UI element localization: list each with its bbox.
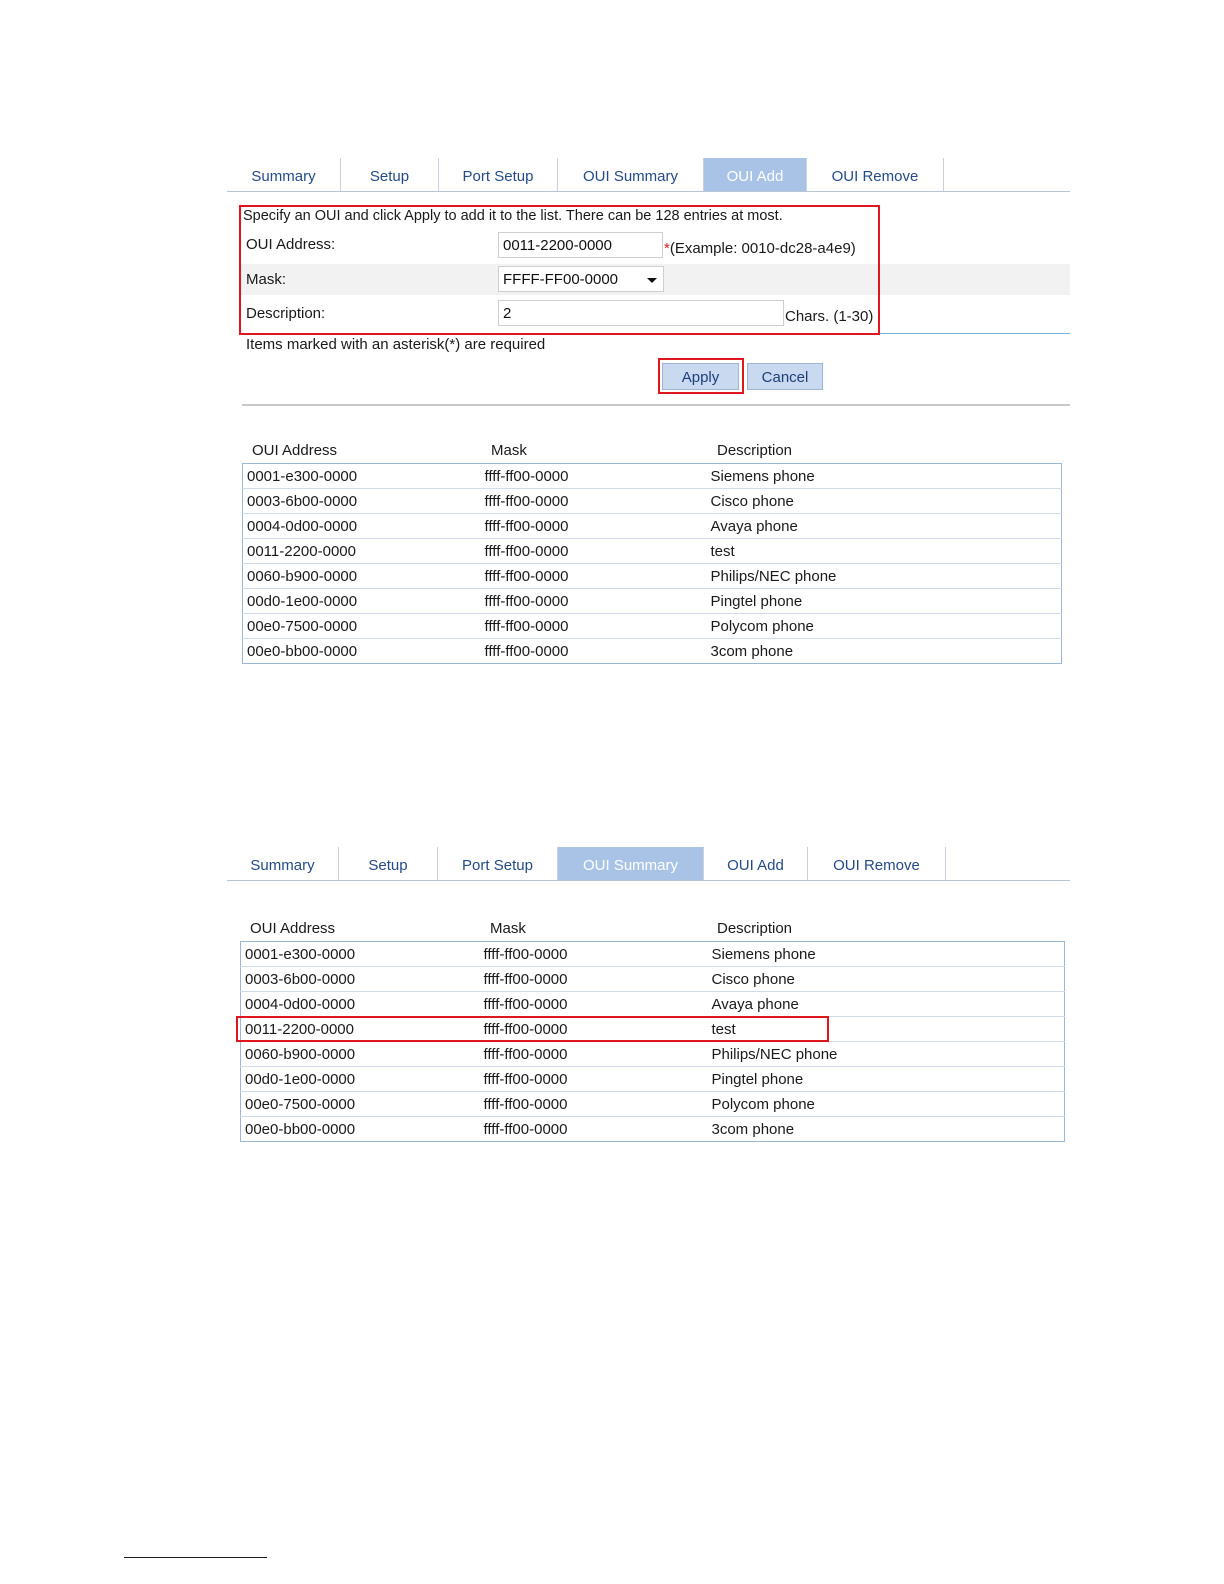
required-note: Items marked with an asterisk(*) are required bbox=[246, 336, 546, 353]
oui-address-label: OUI Address: bbox=[246, 236, 336, 253]
description-input[interactable] bbox=[498, 300, 784, 326]
chevron-down-icon bbox=[647, 278, 657, 283]
oui-summary-table bbox=[240, 941, 1065, 1142]
table-row: 00e0-7500-0000 ffff-ff00-0000 Polycom phone bbox=[243, 614, 1062, 639]
table-row: 0060-b900-0000 ffff-ff00-0000 Philips/NEC phone bbox=[241, 1042, 1065, 1067]
table-row: 0001-e300-0000 ffff-ff00-0000 Siemens phone bbox=[243, 464, 1062, 489]
column-header-description: Description bbox=[717, 442, 793, 459]
table-row: 00e0-bb00-0000 ffff-ff00-0000 3com phone bbox=[247, 642, 794, 660]
form-instruction: Specify an OUI and click Apply to add it to the list. There can be 128 entries at most. bbox=[243, 208, 783, 224]
table-row: 0011-2200-0000 ffff-ff00-0000 test bbox=[241, 1017, 1065, 1042]
tab-bar bbox=[227, 847, 1070, 881]
column-header-oui-address: OUI Address bbox=[250, 920, 336, 937]
table-row: 00e0-bb00-0000 ffff-ff00-0000 3com phone bbox=[245, 1120, 795, 1138]
mask-label: Mask: bbox=[246, 271, 287, 288]
tab-bar bbox=[227, 158, 1070, 192]
description-label: Description: bbox=[246, 305, 326, 322]
table-row: 0060-b900-0000 ffff-ff00-0000 Philips/NEC phone bbox=[243, 564, 1062, 589]
tab-summary[interactable]: Summary bbox=[227, 158, 341, 191]
cancel-button[interactable]: Cancel bbox=[747, 363, 823, 390]
tab-oui-add[interactable]: OUI Add bbox=[704, 158, 807, 191]
tab-port-setup[interactable]: Port Setup bbox=[438, 847, 558, 880]
mask-select-value: FFFF-FF00-0000 bbox=[503, 271, 619, 288]
column-header-mask: Mask bbox=[491, 442, 527, 459]
oui-example-hint bbox=[664, 240, 856, 257]
tab-oui-remove[interactable]: OUI Remove bbox=[807, 158, 944, 191]
table-row: 00d0-1e00-0000 ffff-ff00-0000 Pingtel phone bbox=[241, 1067, 1065, 1092]
required-asterisk: * bbox=[664, 240, 670, 257]
table-row: 00d0-1e00-0000 ffff-ff00-0000 Pingtel phone bbox=[243, 589, 1062, 614]
form-divider bbox=[880, 333, 1070, 334]
apply-button[interactable]: Apply bbox=[662, 363, 739, 390]
tab-setup[interactable]: Setup bbox=[339, 847, 438, 880]
table-row: 0003-6b00-0000 ffff-ff00-0000 Cisco phone bbox=[241, 967, 1065, 992]
tab-oui-summary[interactable]: OUI Summary bbox=[558, 158, 704, 191]
table-row: 0003-6b00-0000 ffff-ff00-0000 Cisco phone bbox=[243, 489, 1062, 514]
description-hint: Chars. (1-30) bbox=[785, 308, 874, 325]
table-row: 0004-0d00-0000 ffff-ff00-0000 Avaya phone bbox=[243, 514, 1062, 539]
footnote-rule bbox=[124, 1557, 267, 1558]
tab-oui-add[interactable]: OUI Add bbox=[704, 847, 808, 880]
tab-setup[interactable]: Setup bbox=[341, 158, 439, 191]
oui-table bbox=[242, 463, 1062, 664]
tab-oui-remove[interactable]: OUI Remove bbox=[808, 847, 946, 880]
tab-port-setup[interactable]: Port Setup bbox=[439, 158, 558, 191]
oui-address-input[interactable] bbox=[498, 232, 663, 258]
tab-summary[interactable]: Summary bbox=[227, 847, 339, 880]
table-row: 0011-2200-0000 ffff-ff00-0000 test bbox=[243, 539, 1062, 564]
table-row: 0001-e300-0000 ffff-ff00-0000 Siemens phone bbox=[241, 942, 1065, 967]
tab-oui-summary[interactable]: OUI Summary bbox=[558, 847, 704, 880]
column-header-description: Description bbox=[717, 920, 793, 937]
column-header-mask: Mask bbox=[490, 920, 526, 937]
table-row: 00e0-7500-0000 ffff-ff00-0000 Polycom phone bbox=[241, 1092, 1065, 1117]
mask-select[interactable] bbox=[498, 266, 664, 292]
section-divider bbox=[242, 404, 1070, 406]
table-row: 0004-0d00-0000 ffff-ff00-0000 Avaya phone bbox=[241, 992, 1065, 1017]
oui-example-text: (Example: 0010-dc28-a4e9) bbox=[669, 240, 856, 257]
column-header-oui-address: OUI Address bbox=[252, 442, 338, 459]
